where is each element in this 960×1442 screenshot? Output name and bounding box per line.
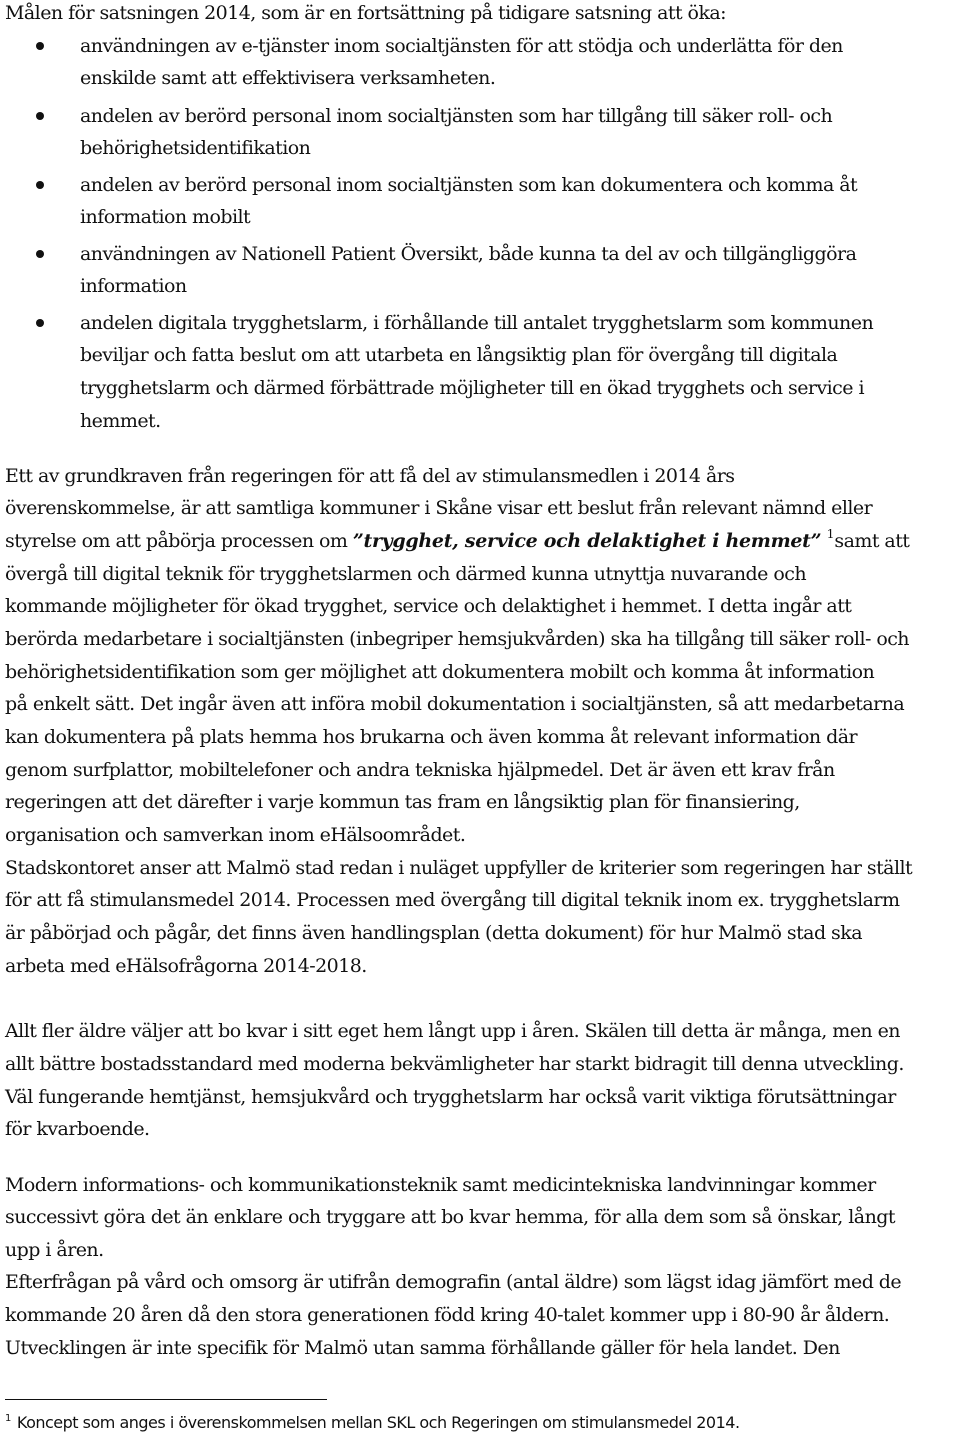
paragraph-line: regeringen att det därefter i varje kommun tas fram en långsiktig plan för finansiering,	[5, 791, 800, 813]
footnote-text: Koncept som anges i överenskommelsen mellan SKL och Regeringen om stimulansmedel 2014.	[16, 1413, 740, 1432]
paragraph-line: för att få stimulansmedel 2014. Processen med övergång till digital teknik inom ex. trygghetslarm	[5, 889, 900, 911]
paragraph-line: på enkelt sätt. Det ingår även att införa mobil dokumentation i socialtjänsten, så att medarbetarna	[5, 693, 905, 715]
paragraph-line: Allt fler äldre väljer att bo kvar i sitt eget hem långt upp i åren. Skälen till detta är många, men en	[5, 1020, 900, 1042]
bullet-text-line: information	[80, 275, 187, 297]
intro-line: Målen för satsningen 2014, som är en fortsättning på tidigare satsning att öka:	[5, 2, 727, 24]
paragraph-line: för kvarboende.	[5, 1118, 150, 1140]
paragraph-line: Väl fungerande hemtjänst, hemsjukvård och trygghetslarm har också varit viktiga förutsättningar	[5, 1086, 896, 1108]
bullet-text-line: andelen av berörd personal inom socialtjänsten som har tillgång till säker roll- och	[80, 105, 833, 127]
footnote-mark: 1	[5, 1413, 11, 1424]
paragraph-line: genom surfplattor, mobiltelefoner och andra tekniska hjälpmedel. Det är även ett krav från	[5, 759, 835, 781]
footnote	[5, 1410, 740, 1439]
line-text: samt att	[834, 530, 910, 552]
bullet-text-line: andelen av berörd personal inom socialtjänsten som kan dokumentera och komma åt	[80, 174, 858, 196]
paragraph-line: kommande 20 åren då den stora generationen född kring 40-talet kommer upp i 80-90 år åldern.	[5, 1304, 890, 1326]
emphasized-title: ”trygghet, service och delaktighet i hemmet”	[352, 530, 822, 552]
paragraph-line: kan dokumentera på plats hemma hos brukarna och även komma åt relevant information där	[5, 726, 858, 748]
bullet-text-line: behörighetsidentifikation	[80, 137, 311, 159]
paragraph-line: är påbörjad och pågår, det finns även handlingsplan (detta dokument) för hur Malmö stad ska	[5, 922, 862, 944]
footnote-reference: 1	[826, 527, 835, 541]
paragraph-line: behörighetsidentifikation som ger möjlighet att dokumentera mobilt och komma åt information	[5, 661, 875, 683]
paragraph-line: Utvecklingen är inte specifik för Malmö utan samma förhållande gäller för hela landet. Den	[5, 1337, 840, 1359]
paragraph-line: överenskommelse, är att samtliga kommuner i Skåne visar ett beslut från relevant nämnd eller	[5, 497, 873, 519]
bullet-text-line: enskilde samt att effektivisera verksamheten.	[80, 67, 496, 89]
paragraph-line: Efterfrågan på vård och omsorg är utifrån demografin (antal äldre) som lägst idag jämfört med de	[5, 1271, 902, 1293]
paragraph-line: Ett av grundkraven från regeringen för att få del av stimulansmedlen i 2014 års	[5, 465, 735, 487]
paragraph-line: Stadskontoret anser att Malmö stad redan i nuläget uppfyller de kriterier som regeringen har ställt	[5, 857, 913, 879]
bullet-text-line: hemmet.	[80, 410, 161, 432]
bullet-text-line: trygghetslarm och därmed förbättrade möjligheter till en ökad trygghets och service i	[80, 377, 864, 399]
paragraph-line: berörda medarbetare i socialtjänsten (inbegriper hemsjukvården) ska ha tillgång till säker roll- och	[5, 628, 909, 650]
paragraph-line: Modern informations- och kommunikationsteknik samt medicintekniska landvinningar kommer	[5, 1174, 876, 1196]
paragraph-line: kommande möjligheter för ökad trygghet, service och delaktighet i hemmet. I detta ingår att	[5, 595, 852, 617]
bullet-dot-icon	[36, 112, 44, 120]
paragraph-line: arbeta med eHälsofrågorna 2014-2018.	[5, 955, 367, 977]
bullet-dot-icon	[36, 42, 44, 50]
paragraph-line: övergå till digital teknik för trygghetslarmen och därmed kunna utnyttja nuvarande och	[5, 563, 807, 585]
paragraph-line: allt bättre bostadsstandard med moderna bekvämligheter har starkt bidragit till denna utveckling.	[5, 1053, 904, 1075]
bullet-dot-icon	[36, 250, 44, 258]
paragraph-line: organisation och samverkan inom eHälsoområdet.	[5, 824, 466, 846]
bullet-text-line: information mobilt	[80, 206, 251, 228]
footnote-separator	[5, 1399, 327, 1400]
line-text: styrelse om att påbörja processen om	[5, 530, 353, 552]
bullet-text-line: andelen digitala trygghetslarm, i förhållande till antalet trygghetslarm som kommunen	[80, 312, 874, 334]
bullet-text-line: användningen av e-tjänster inom socialtjänsten för att stödja och underlätta för den	[80, 35, 843, 57]
paragraph-line: upp i åren.	[5, 1239, 104, 1261]
bullet-text-line: beviljar och fatta beslut om att utarbeta en långsiktig plan för övergång till digitala	[80, 344, 838, 366]
bullet-text-line: användningen av Nationell Patient Översikt, både kunna ta del av och tillgängliggöra	[80, 243, 857, 265]
paragraph-line: successivt göra det än enklare och tryggare att bo kvar hemma, för alla dem som så önskar, långt	[5, 1206, 895, 1228]
bullet-dot-icon	[36, 319, 44, 327]
bullet-dot-icon	[36, 181, 44, 189]
paragraph-line	[5, 525, 909, 559]
